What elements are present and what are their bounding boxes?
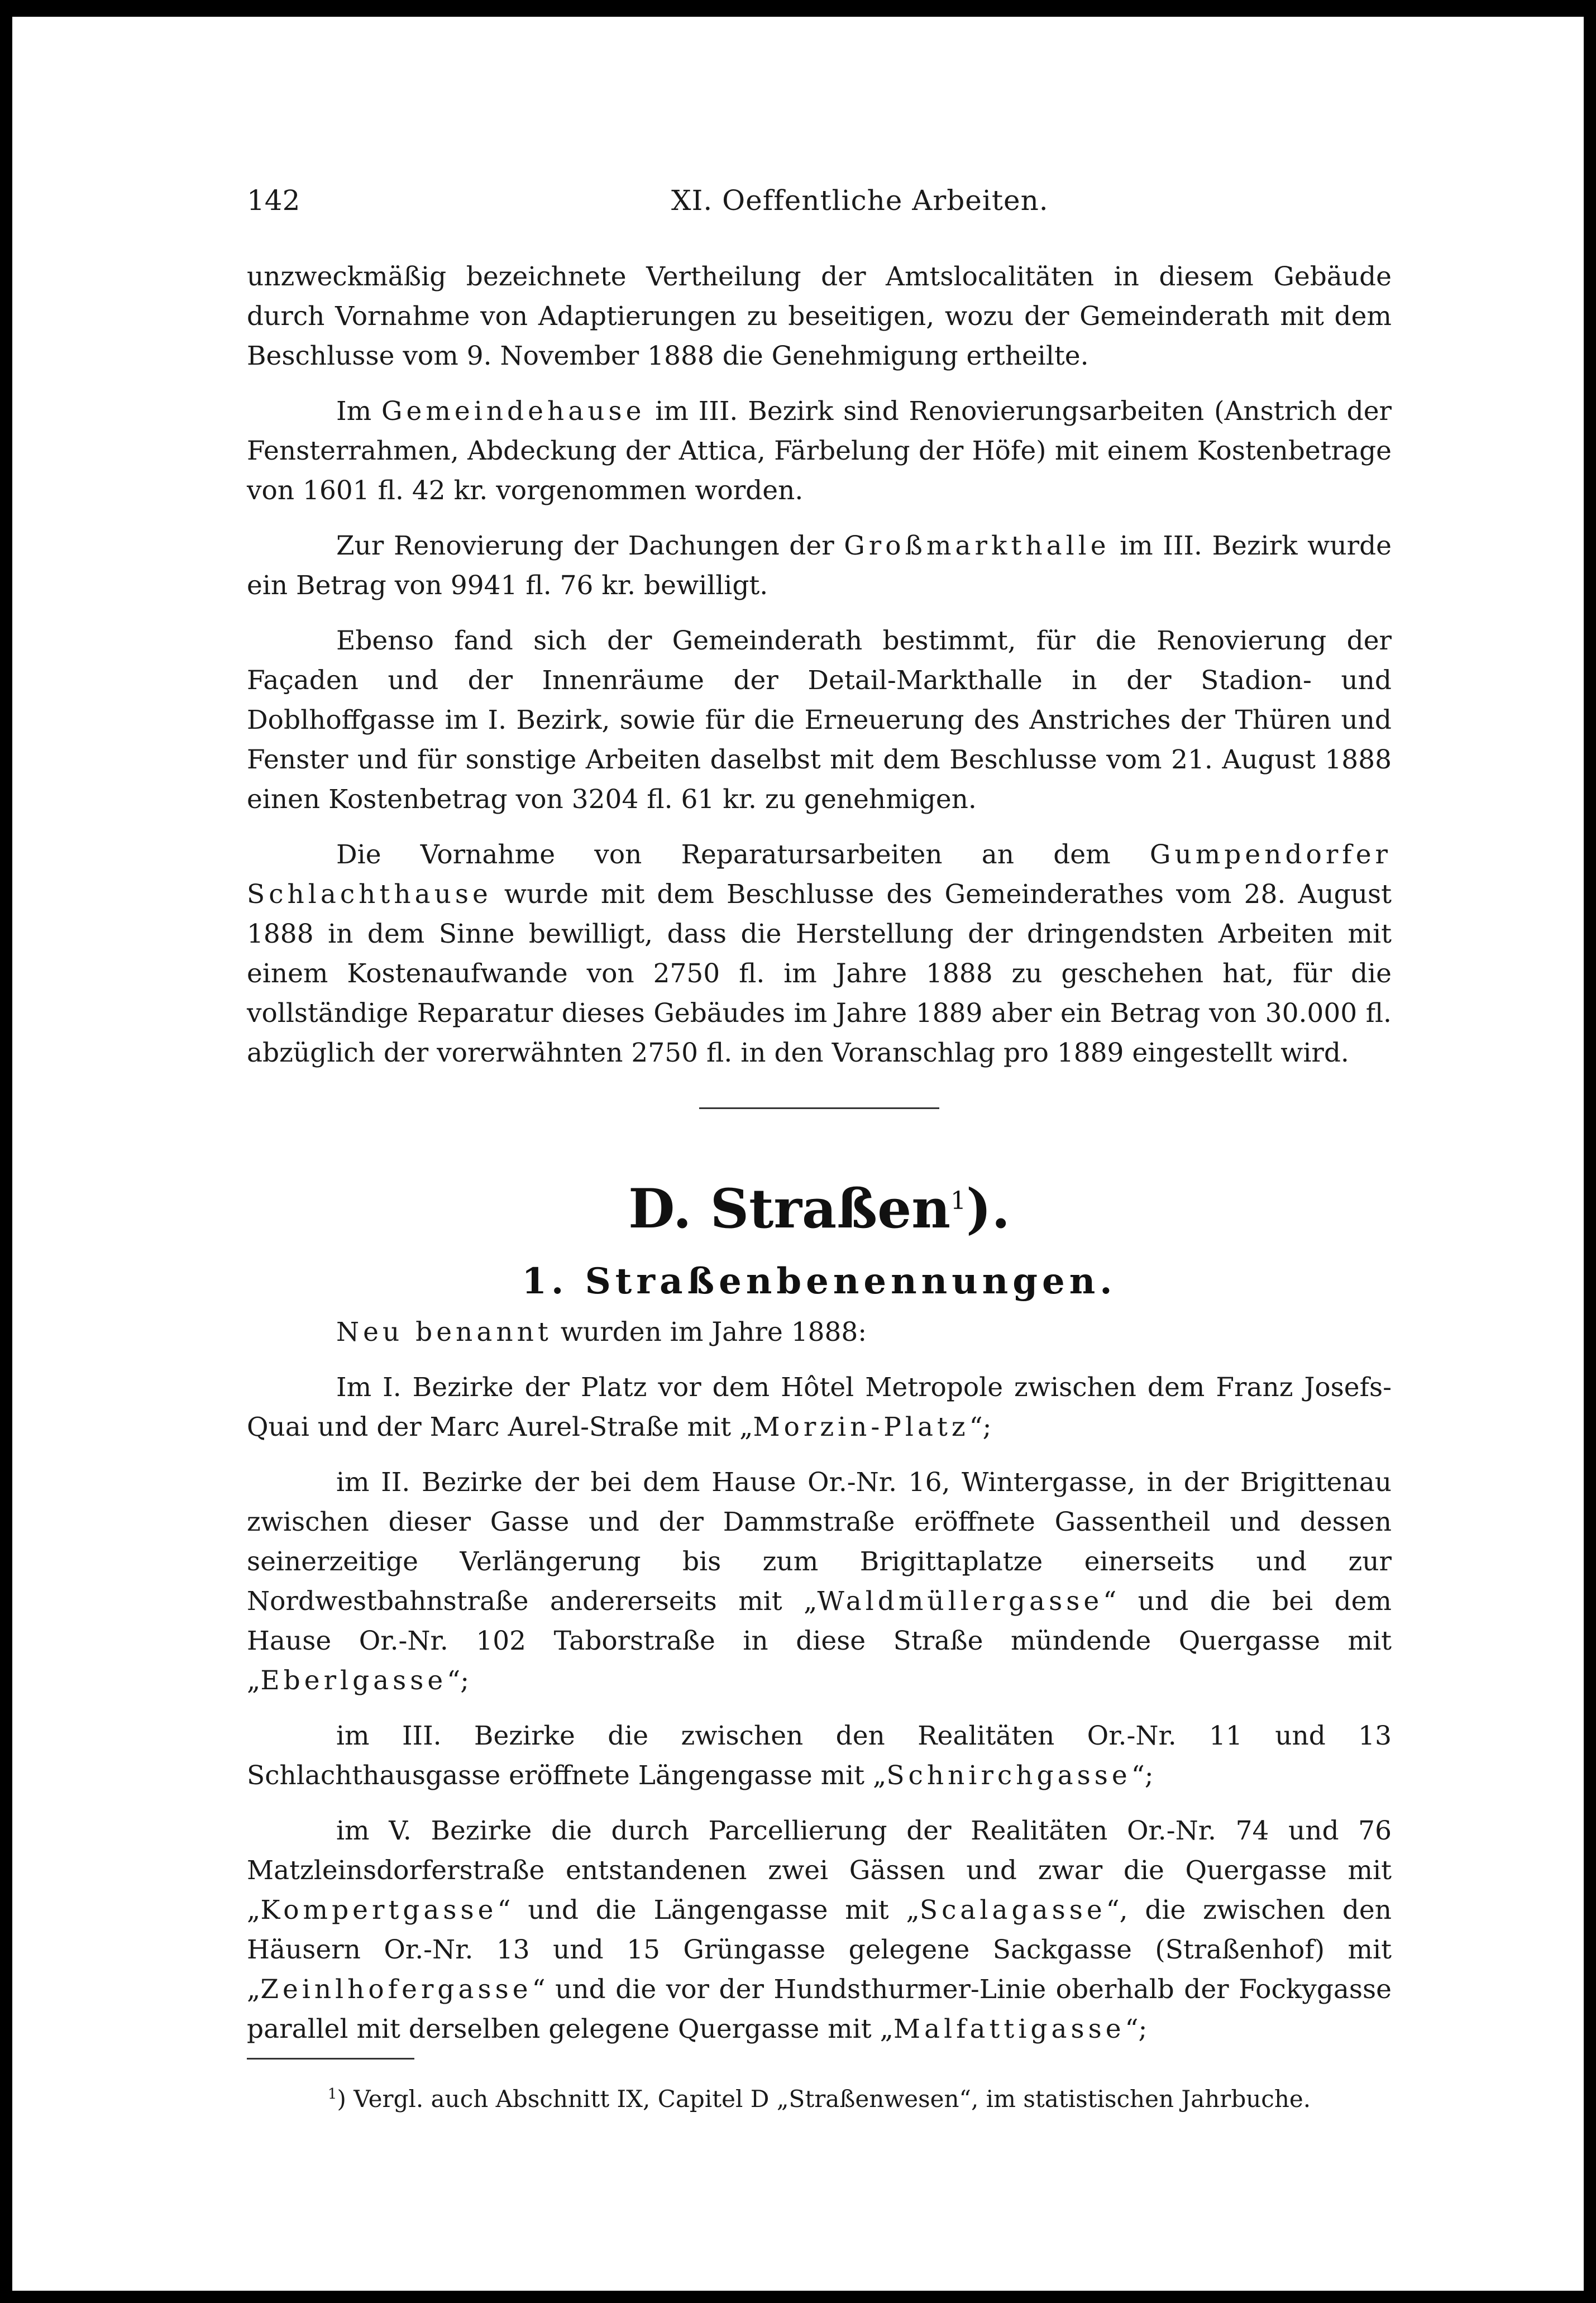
text: Im bbox=[336, 396, 381, 427]
paragraph-gemeindehaus bbox=[247, 391, 1392, 510]
paragraph-grossmarkthalle bbox=[247, 526, 1392, 605]
text: “ und die bei dem Hause Or.-Nr. 102 Taborstraße in diese Straße mündende Quergasse mit „ bbox=[247, 1586, 1392, 1696]
footnote-rule bbox=[247, 2058, 414, 2060]
text: wurde mit dem Beschlusse des Gemeinderathes vom 28. August 1888 in dem Sinne bewilligt, dass die Herstellung der dringendsten Arbeiten mit einem Kostenaufwande von 2750 fl. im Jahre 1888 zu geschehen hat, für die vollständige Reparatur dieses Gebäudes im Jahre 1889 aber ein Betrag von 30.000 fl. abzüglich der vorerwähnten 2750 fl. in den Voranschlag pro 1889 eingestellt wird. bbox=[247, 879, 1392, 1068]
text: “; bbox=[447, 1665, 470, 1696]
text: “ und die vor der Hundsthurmer-Linie oberhalb der Fockygasse parallel mit derselben gelegene Quergasse mit „ bbox=[247, 1974, 1392, 2044]
text: im III. Bezirke die zwischen den Realitäten Or.-Nr. 11 und 13 Schlachthausgasse eröffnete Längengasse mit „ bbox=[247, 1721, 1392, 1791]
footnote-mark: 1 bbox=[327, 2086, 337, 2103]
text: “ und die Längengasse mit „ bbox=[497, 1895, 920, 1925]
page-number: 142 bbox=[247, 184, 300, 217]
footnote-ref: 1 bbox=[950, 1187, 967, 1215]
text: “, die zwischen den Häusern Or.-Nr. 13 und 15 Grüngasse gelegene Sackgasse (Straßenhof) mit „ bbox=[247, 1895, 1392, 2005]
footnote-text: ) Vergl. auch Abschnitt IX, Capitel D „Straßenwesen“, im statistischen Jahrbuche. bbox=[337, 2085, 1311, 2113]
text: im III. Bezirk sind Renovierungsarbeiten (Anstrich der Fensterrahmen, Abdeckung der Attica, Färbelung der Höfe) mit einem Kostenbetrage von 1601 fl. 42 kr. vorgenommen worden. bbox=[247, 396, 1392, 506]
spaced-term: Gemeindehause bbox=[381, 396, 646, 427]
text: “; bbox=[1131, 1760, 1154, 1791]
section-title: XI. Oeffentliche Arbeiten. bbox=[671, 184, 1049, 217]
heading-close: ). bbox=[966, 1177, 1010, 1240]
footnote bbox=[247, 2077, 1392, 2116]
text: im II. Bezirke der bei dem Hause Or.-Nr. 16, Wintergasse, in der Brigittenau zwischen dieser Gasse und der Dammstraße eröffnete Gassentheil und dessen seinerzeitige Verlängerung bis zum Brigittaplatze einerseits und zur Nordwestbahnstraße andererseits mit „ bbox=[247, 1467, 1392, 1617]
text: “; bbox=[969, 1412, 992, 1442]
text: Im I. Bezirke der Platz vor dem Hôtel Metropole zwischen dem Franz Josefs-Quai und der Marc Aurel-Straße mit „ bbox=[247, 1372, 1392, 1442]
paragraph-schlachthaus bbox=[247, 835, 1392, 1073]
body-text bbox=[247, 257, 1392, 2065]
text: Die Vornahme von Reparatursarbeiten an dem bbox=[336, 839, 1150, 870]
spaced-term: Großmarkthalle bbox=[844, 531, 1110, 561]
paragraph-bezirk-1 bbox=[247, 1368, 1392, 1447]
paragraph-bezirk-5 bbox=[247, 1811, 1392, 2049]
paragraph-intro bbox=[247, 1312, 1392, 1352]
paragraph-bezirk-3 bbox=[247, 1716, 1392, 1795]
street-name: Eberlgasse bbox=[260, 1665, 447, 1696]
text: im III. Bezirk wurde ein Betrag von 9941 fl. 76 kr. bewilligt. bbox=[247, 531, 1392, 601]
street-name: Morzin-Platz bbox=[753, 1412, 969, 1442]
section-heading bbox=[247, 1170, 1392, 1240]
text: Zur Renovierung der Dachungen der bbox=[336, 531, 844, 561]
street-name: Malfattigasse bbox=[893, 2014, 1125, 2044]
running-header bbox=[247, 184, 1392, 229]
document-page bbox=[12, 17, 1584, 2291]
spaced-term: Neu benannt bbox=[336, 1317, 552, 1348]
text: “; bbox=[1125, 2014, 1148, 2044]
paragraph-continuation: unzweckmäßig bezeichnete Vertheilung der Amtslocalitäten in diesem Gebäude durch Vornahme von Adaptierungen zu beseitigen, wozu der Gemeinderath mit dem Beschlusse vom 9. November 1888 die Genehmigung ertheilte. bbox=[247, 261, 1392, 371]
street-name: Schnirchgasse bbox=[886, 1760, 1131, 1791]
heading-text: D. Straßen bbox=[628, 1177, 951, 1240]
street-name: Scalagasse bbox=[919, 1895, 1106, 1925]
text: im V. Bezirke die durch Parcellierung der Realitäten Or.-Nr. 74 und 76 Matzleinsdorferstraße entstandenen zwei Gässen und zwar die Quergasse mit „ bbox=[247, 1815, 1392, 1925]
spaced-term: Gumpendorfer Schlachthause bbox=[247, 839, 1392, 910]
street-name: Zeinlhofergasse bbox=[260, 1974, 532, 2005]
street-name: Kompertgasse bbox=[260, 1895, 498, 1925]
paragraph-bezirk-2 bbox=[247, 1463, 1392, 1700]
street-name: Waldmüllergasse bbox=[817, 1586, 1103, 1617]
section-divider bbox=[699, 1107, 939, 1109]
text: wurden im Jahre 1888: bbox=[552, 1317, 867, 1348]
subsection-heading: 1. Straßenbenennungen. bbox=[522, 1260, 1117, 1302]
paragraph-detail-markthalle: Ebenso fand sich der Gemeinderath bestimmt, für die Renovierung der Façaden und der Innenräume der Detail-Markthalle in der Stadion- und Doblhoffgasse im I. Bezirk, sowie für die Erneuerung des Anstriches der Thüren und Fenster und für sonstige Arbeiten daselbst mit dem Beschlusse vom 21. August 1888 einen Kostenbetrag von 3204 fl. 61 kr. zu genehmigen. bbox=[247, 625, 1392, 815]
